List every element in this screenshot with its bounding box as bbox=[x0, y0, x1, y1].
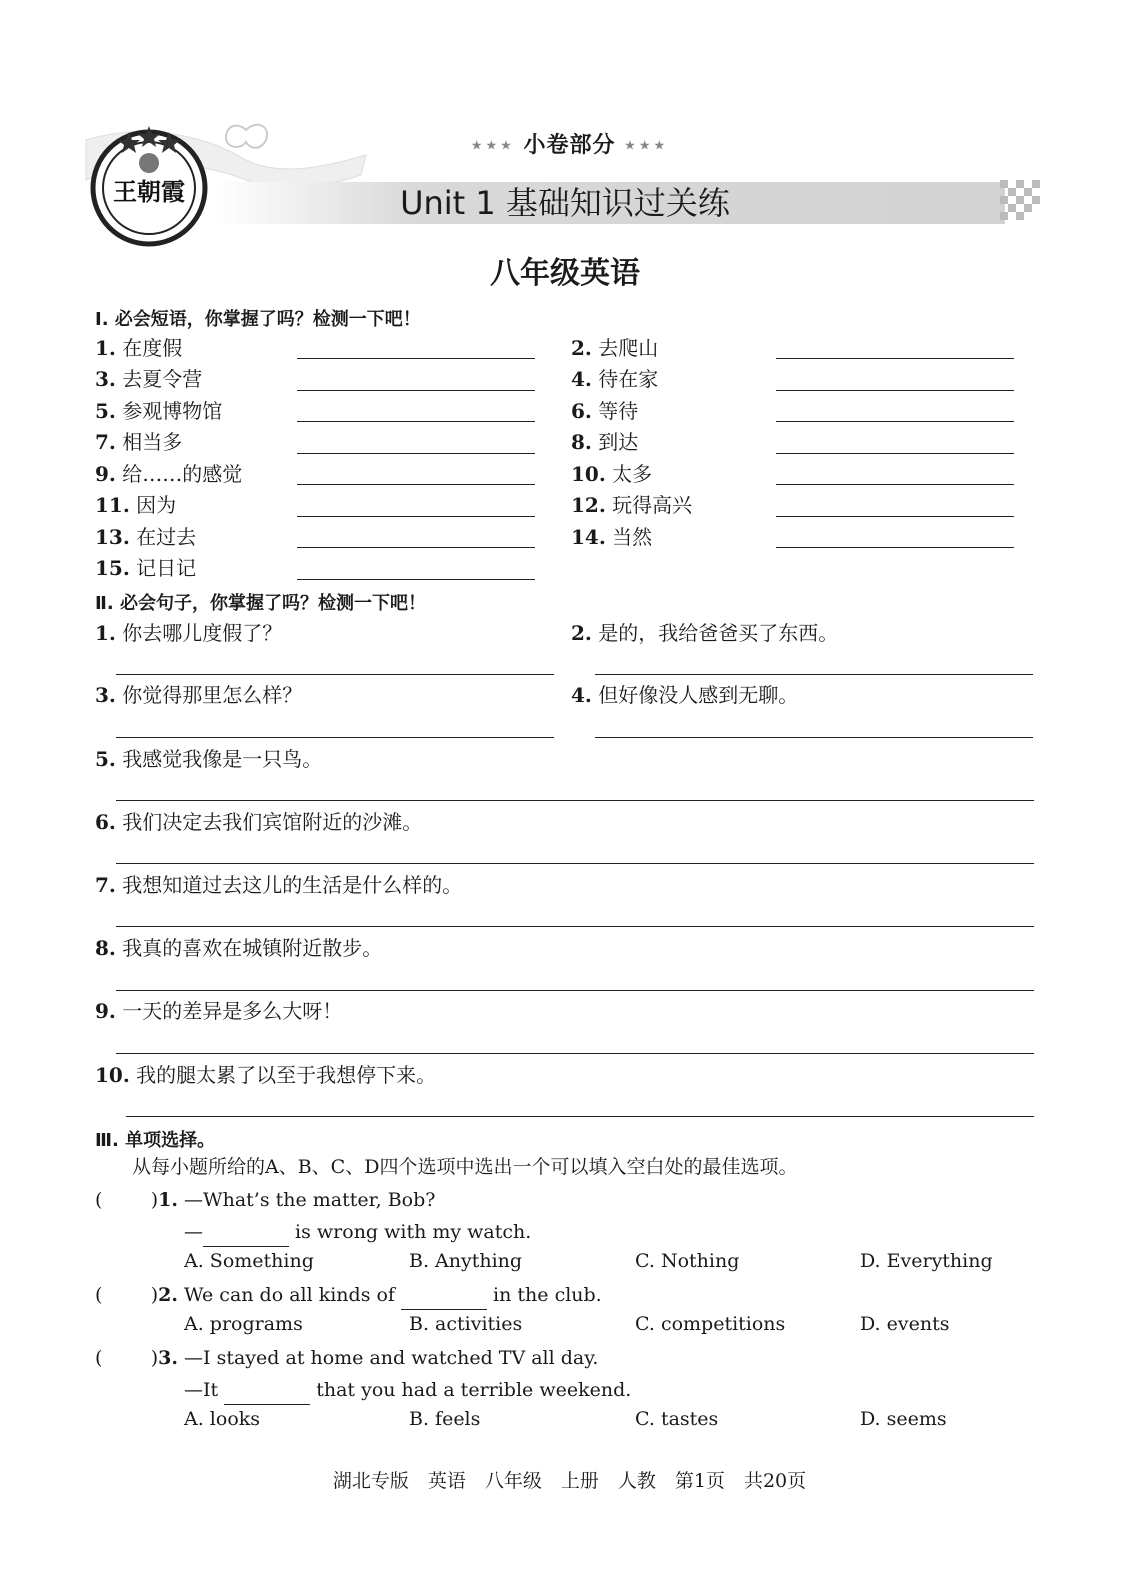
answer-blank[interactable] bbox=[776, 453, 1014, 454]
answer-blank[interactable] bbox=[595, 737, 1033, 738]
fill-blank[interactable] bbox=[224, 1376, 310, 1405]
phrase-item: 15. 记日记 bbox=[95, 556, 197, 580]
unit-title: Unit 1 基础知识过关练 bbox=[400, 184, 730, 222]
answer-blank[interactable] bbox=[297, 484, 535, 485]
answer-bracket[interactable]: ( ) bbox=[95, 1189, 159, 1211]
sentence-item: 6. 我们决定去我们宾馆附近的沙滩。 bbox=[95, 810, 423, 834]
series-label bbox=[0, 128, 1139, 159]
sentence-item: 1. 你去哪儿度假了？ bbox=[95, 621, 283, 645]
phrase-item: 11. 因为 bbox=[95, 493, 177, 517]
option-a[interactable]: A. Something bbox=[184, 1250, 314, 1272]
answer-blank[interactable] bbox=[297, 358, 535, 359]
answer-blank[interactable] bbox=[776, 358, 1014, 359]
phrase-item: 5. 参观博物馆 bbox=[95, 399, 223, 423]
option-b[interactable]: B. feels bbox=[409, 1408, 481, 1430]
question: ( )3. —I stayed at home and watched TV all day. bbox=[95, 1347, 599, 1369]
answer-bracket[interactable]: ( ) bbox=[95, 1347, 159, 1369]
answer-blank[interactable] bbox=[116, 990, 1034, 991]
answer-blank[interactable] bbox=[126, 1116, 1034, 1117]
answer-blank[interactable] bbox=[116, 737, 554, 738]
question-line: —It that you had a terrible weekend. bbox=[184, 1376, 631, 1405]
phrase-item: 12. 玩得高兴 bbox=[571, 493, 693, 517]
option-d[interactable]: D. Everything bbox=[860, 1250, 993, 1272]
answer-blank[interactable] bbox=[776, 390, 1014, 391]
option-a[interactable]: A. looks bbox=[184, 1408, 261, 1430]
answer-blank[interactable] bbox=[297, 453, 535, 454]
subject-title: 八年级英语 bbox=[490, 256, 640, 291]
answer-blank[interactable] bbox=[297, 547, 535, 548]
sentence-item: 4. 但好像没人感到无聊。 bbox=[571, 683, 799, 707]
phrase-item: 4. 待在家 bbox=[571, 367, 659, 391]
answer-blank[interactable] bbox=[297, 516, 535, 517]
option-c[interactable]: C. tastes bbox=[635, 1408, 719, 1430]
option-c[interactable]: C. Nothing bbox=[635, 1250, 740, 1272]
question: ( )2. We can do all kinds of in the club. bbox=[95, 1281, 602, 1310]
phrase-item: 14. 当然 bbox=[571, 525, 653, 549]
phrase-item: 7. 相当多 bbox=[95, 430, 183, 454]
phrase-item: 3. 去夏令营 bbox=[95, 367, 203, 391]
phrase-item: 6. 等待 bbox=[571, 399, 639, 423]
answer-blank[interactable] bbox=[776, 547, 1014, 548]
sentence-item: 9. 一天的差异是多么大呀！ bbox=[95, 999, 343, 1023]
sentence-item: 10. 我的腿太累了以至于我想停下来。 bbox=[95, 1063, 437, 1087]
answer-blank[interactable] bbox=[297, 579, 535, 580]
answer-blank[interactable] bbox=[595, 674, 1033, 675]
answer-blank[interactable] bbox=[297, 390, 535, 391]
answer-blank[interactable] bbox=[297, 421, 535, 422]
question: ( )1. —What’s the matter, Bob? bbox=[95, 1189, 436, 1211]
phrase-item: 2. 去爬山 bbox=[571, 336, 659, 360]
page-footer: 湖北专版 英语 八年级 上册 人教 第1页 共20页 bbox=[332, 1470, 807, 1492]
answer-blank[interactable] bbox=[116, 926, 1034, 927]
option-a[interactable]: A. programs bbox=[184, 1313, 303, 1335]
answer-blank[interactable] bbox=[776, 421, 1014, 422]
answer-blank[interactable] bbox=[116, 1053, 1034, 1054]
question-line: — is wrong with my watch. bbox=[184, 1218, 531, 1247]
sentence-item: 3. 你觉得那里怎么样？ bbox=[95, 683, 303, 707]
option-b[interactable]: B. activities bbox=[409, 1313, 523, 1335]
section1-heading: Ⅰ. 必会短语，你掌握了吗？检测一下吧！ bbox=[95, 309, 421, 330]
sentence-item: 8. 我真的喜欢在城镇附近散步。 bbox=[95, 936, 383, 960]
section3-heading: Ⅲ. 单项选择。 bbox=[95, 1130, 216, 1151]
section3-instruction: 从每小题所给的A、B、C、D四个选项中选出一个可以填入空白处的最佳选项。 bbox=[132, 1156, 798, 1178]
answer-blank[interactable] bbox=[116, 863, 1034, 864]
stars-left-icon: ★★★ bbox=[470, 138, 515, 154]
fill-blank[interactable] bbox=[203, 1218, 289, 1247]
answer-blank[interactable] bbox=[116, 674, 554, 675]
option-d[interactable]: D. events bbox=[860, 1313, 950, 1335]
option-b[interactable]: B. Anything bbox=[409, 1250, 523, 1272]
answer-blank[interactable] bbox=[776, 516, 1014, 517]
option-d[interactable]: D. seems bbox=[860, 1408, 947, 1430]
fill-blank[interactable] bbox=[401, 1281, 487, 1310]
sentence-item: 7. 我想知道过去这儿的生活是什么样的。 bbox=[95, 873, 463, 897]
answer-blank[interactable] bbox=[776, 484, 1014, 485]
sentence-item: 2. 是的，我给爸爸买了东西。 bbox=[571, 621, 839, 645]
phrase-item: 9. 给……的感觉 bbox=[95, 462, 243, 486]
phrase-item: 10. 太多 bbox=[571, 462, 653, 486]
option-c[interactable]: C. competitions bbox=[635, 1313, 786, 1335]
phrase-item: 1. 在度假 bbox=[95, 336, 183, 360]
stars-right-icon: ★★★ bbox=[624, 138, 669, 154]
answer-blank[interactable] bbox=[116, 800, 1034, 801]
phrase-item: 8. 到达 bbox=[571, 430, 639, 454]
section2-heading: Ⅱ. 必会句子，你掌握了吗？检测一下吧！ bbox=[95, 593, 426, 614]
series-label-text: 小卷部分 bbox=[523, 133, 616, 158]
sentence-item: 5. 我感觉我像是一只鸟。 bbox=[95, 747, 323, 771]
phrase-item: 13. 在过去 bbox=[95, 525, 197, 549]
answer-bracket[interactable]: ( ) bbox=[95, 1284, 159, 1306]
logo-text: 王朝霞 bbox=[113, 177, 185, 206]
